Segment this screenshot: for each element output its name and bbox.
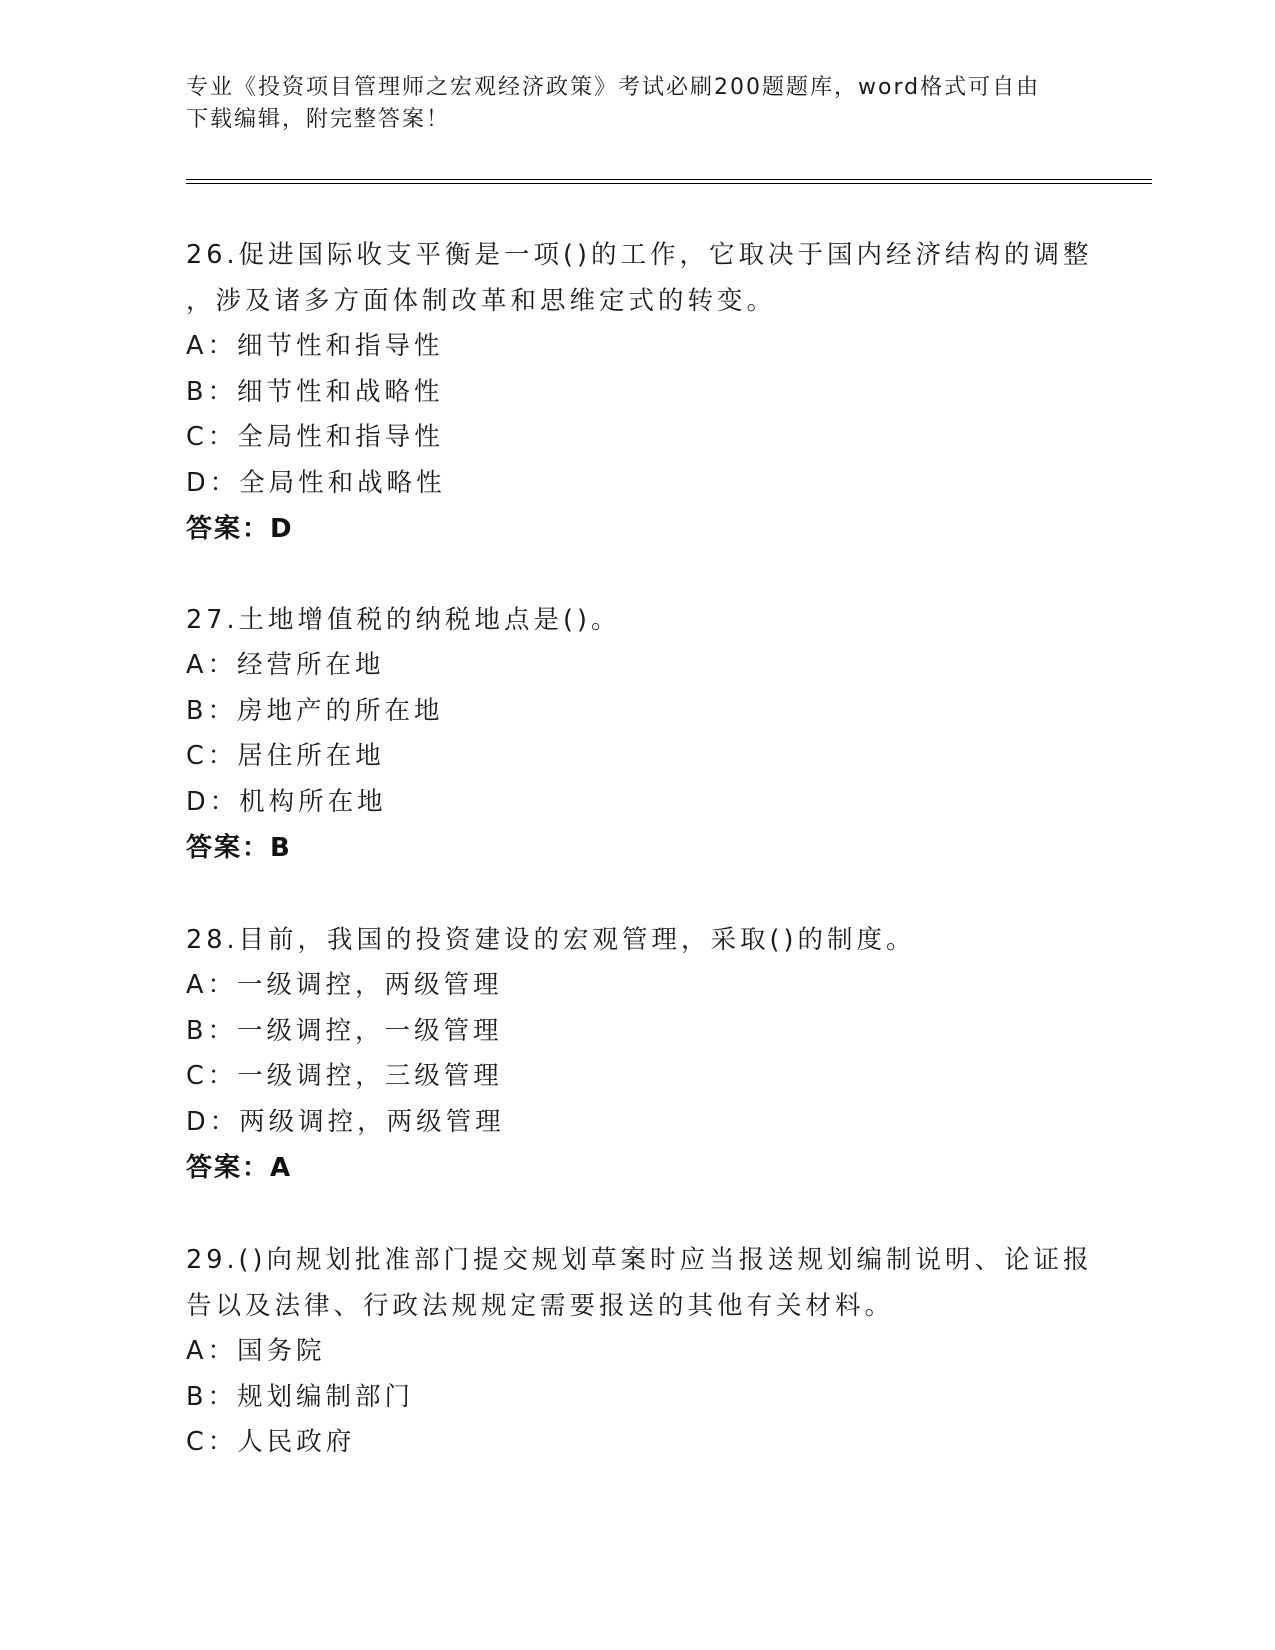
option-a: A：细节性和指导性 <box>186 331 444 361</box>
option-c: C：居住所在地 <box>186 741 385 771</box>
option-c: C：全局性和指导性 <box>186 422 444 452</box>
question-26 <box>186 232 1093 552</box>
question-text: 告以及法律、行政法规规定需要报送的其他有关材料。 <box>186 1291 895 1321</box>
question-28 <box>186 917 1086 1191</box>
option-c: C：一级调控，三级管理 <box>186 1061 503 1091</box>
question-29 <box>186 1237 1093 1466</box>
document-header <box>186 72 1086 136</box>
option-d: D：全局性和战略性 <box>186 467 446 498</box>
question-text: 27.土地增值税的纳税地点是()。 <box>186 605 621 635</box>
question-text: ，涉及诸多方面体制改革和思维定式的转变。 <box>186 286 777 316</box>
question-text: 26.促进国际收支平衡是一项()的工作，它取决于国内经济结构的调整 <box>186 240 1093 270</box>
header-line: 下载编辑，附完整答案！ <box>186 107 451 132</box>
option-b: B：规划编制部门 <box>186 1381 414 1412</box>
option-b: B：房地产的所在地 <box>186 695 444 726</box>
option-b: B：一级调控，一级管理 <box>186 1015 503 1046</box>
answer-text: 答案：B <box>186 833 292 863</box>
option-a: A：国务院 <box>186 1336 326 1366</box>
option-b: B：细节性和战略性 <box>186 376 444 407</box>
header-line: 专业《投资项目管理师之宏观经济政策》考试必刷200题题库，word格式可自由 <box>186 75 1041 100</box>
option-d: D：两级调控，两级管理 <box>186 1106 505 1137</box>
question-text: 29.()向规划批准部门提交规划草案时应当报送规划编制说明、论证报 <box>186 1245 1093 1275</box>
header-divider-top <box>186 179 1152 180</box>
question-27 <box>186 597 1086 871</box>
option-c: C：人民政府 <box>186 1427 356 1457</box>
header-divider-bottom <box>186 183 1152 184</box>
answer-text: 答案：D <box>186 514 294 544</box>
answer-text: 答案：A <box>186 1153 293 1183</box>
option-a: A：一级调控，两级管理 <box>186 970 503 1000</box>
option-a: A：经营所在地 <box>186 650 385 680</box>
option-d: D：机构所在地 <box>186 786 387 817</box>
question-text: 28.目前，我国的投资建设的宏观管理，采取()的制度。 <box>186 925 916 955</box>
